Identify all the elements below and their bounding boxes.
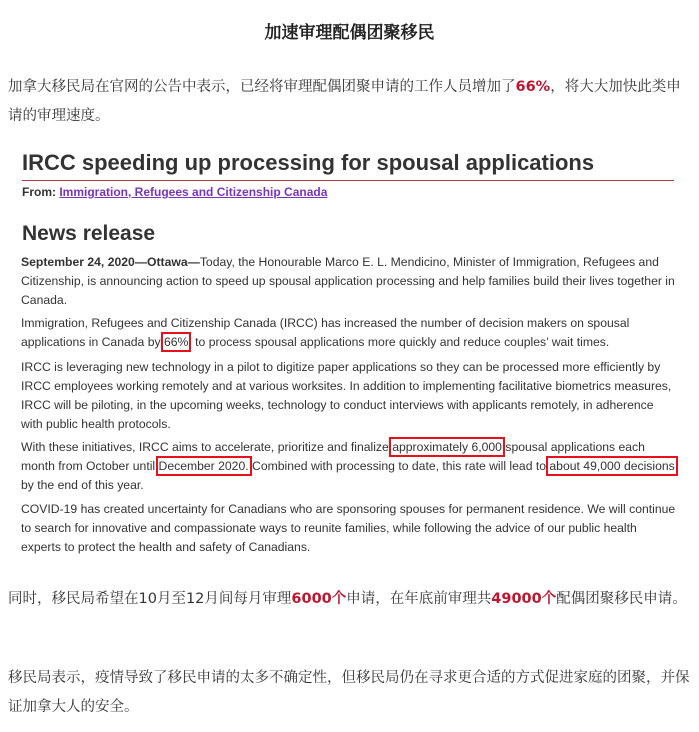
release-paragraph-4 <box>21 438 677 495</box>
release-paragraph-4-t3: Combined with processing to date, this rate will lead to <box>248 459 550 473</box>
boxed-66-percent: 66% <box>163 335 189 349</box>
title-divider <box>22 180 674 181</box>
processing-paragraph <box>8 585 690 614</box>
boxed-december-2020: December 2020. <box>158 459 249 473</box>
release-paragraph-4-t1: With these initiatives, IRCC aims to accelerate, prioritize and finalize <box>21 440 393 454</box>
boxed-approx-6000: approximately 6,000 <box>392 440 502 454</box>
processing-text-2: 申请，在年底前审理共 <box>346 591 492 607</box>
news-release-screenshot <box>14 142 684 564</box>
intro-text-after: ，将大大加快此类申请的审理速度。 <box>8 79 681 124</box>
processing-text-3: 配偶团聚移民申请。 <box>556 591 687 607</box>
news-release-title: IRCC speeding up processing for spousal applications <box>22 150 595 175</box>
intro-highlight-percent: 66% <box>515 79 551 95</box>
article-title: 加速审理配偶团聚移民 <box>264 23 435 43</box>
release-paragraph-5: COVID-19 has created uncertainty for Canadians who are sponsoring spouses for permanent residence. We will continue to search for innovative and compassionate ways to reunite families, while following the advice of our public health experts to protect the health and safety of Canadians. <box>21 502 676 554</box>
release-paragraph-4-t4: by the end of this year. <box>21 478 144 492</box>
processing-text-1: 同时，移民局希望在10月至12月间每月审理 <box>8 591 292 607</box>
closing-paragraph: 移民局表示，疫情导致了移民申请的太多不确定性，但移民局仍在寻求更合适的方式促进家庭的团聚，并保证加拿大人的安全。 <box>8 670 690 715</box>
release-paragraph-2 <box>21 314 677 352</box>
release-paragraph-1 <box>21 253 677 310</box>
release-paragraph-4-t2: spousal applications each month from October until <box>21 440 645 473</box>
from-label: From: <box>22 185 56 199</box>
highlight-49000: 49000个 <box>491 591 557 607</box>
release-paragraph-1-text: Today, the Honourable Marco E. L. Mendicino, Minister of Immigration, Refugees and Citizenship, is announcing action to speed up spousal application processing and help families build their lives together in Canada. <box>21 255 675 307</box>
release-paragraph-2-after: , to process spousal applications more quickly and reduce couples’ wait times. <box>188 335 610 349</box>
dateline: September 24, 2020—Ottawa— <box>21 255 200 269</box>
ircc-link[interactable]: Immigration, Refugees and Citizenship Canada <box>59 185 328 199</box>
news-release-heading: News release <box>22 222 156 245</box>
from-line <box>22 185 327 199</box>
release-paragraph-3: IRCC is leveraging new technology in a pilot to digitize paper applications so they can be processed more efficiently by IRCC employees working remotely and at various worksites. In addition to implementing facilitative biometrics measures, IRCC will be piloting, in the upcoming weeks, technology to conduct interviews with applicants remotely, in adherence with public health protocols. <box>21 360 672 431</box>
intro-paragraph <box>8 73 690 131</box>
release-paragraph-2-before: Immigration, Refugees and Citizenship Canada (IRCC) has increased the number of decision makers on spousal applications in Canada by <box>21 316 630 349</box>
boxed-49000-decisions: about 49,000 decisions <box>549 459 675 473</box>
intro-text-before: 加拿大移民局在官网的公告中表示，已经将审理配偶团聚申请的工作人员增加了 <box>8 79 516 95</box>
highlight-6000: 6000个 <box>291 591 347 607</box>
